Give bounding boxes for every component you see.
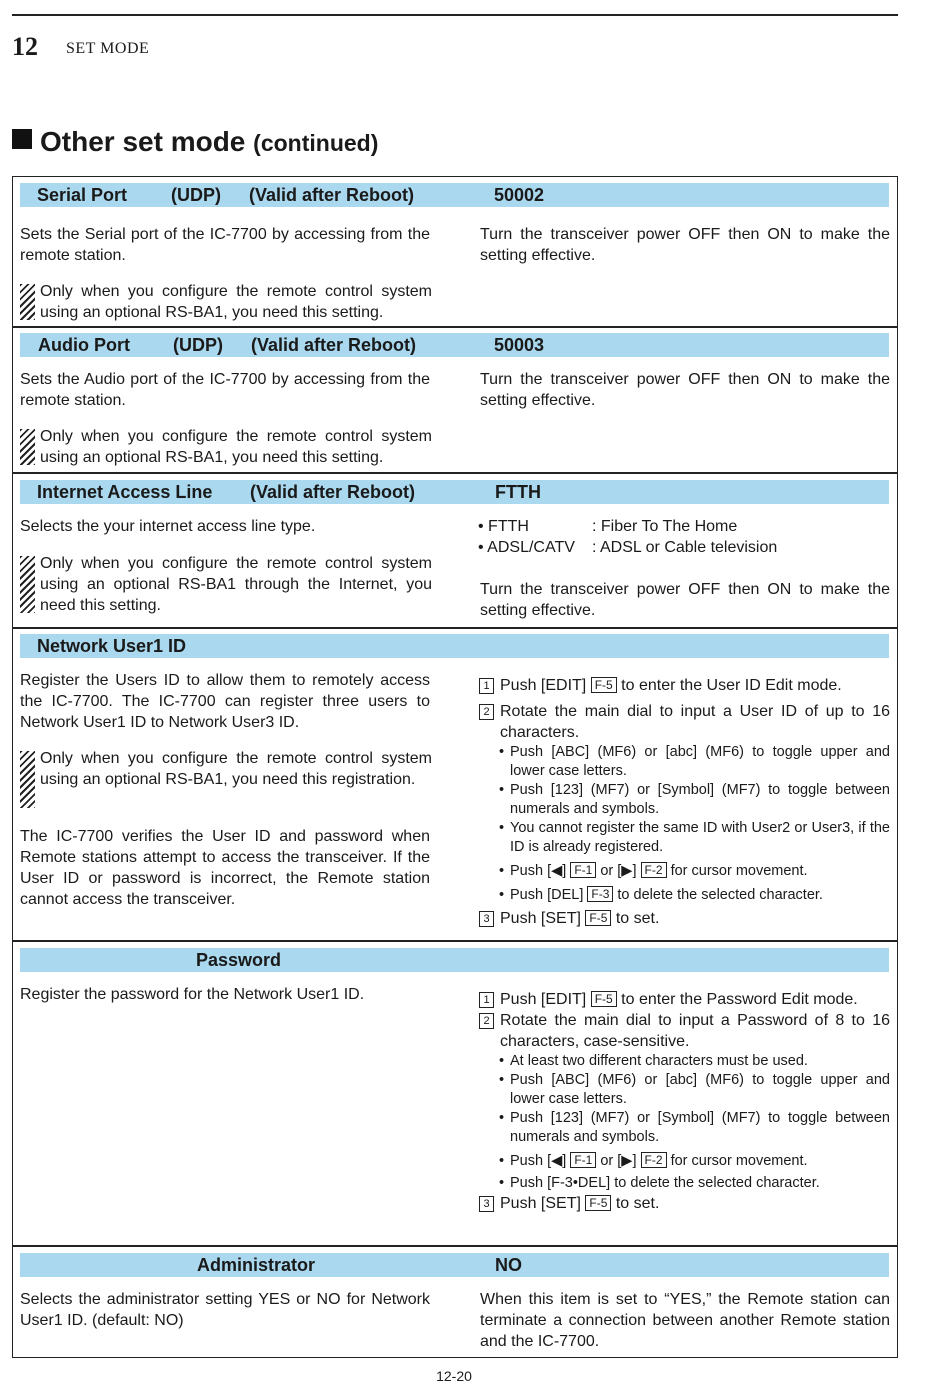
audio-port-value: 50003 xyxy=(494,335,545,355)
step-number: 2 xyxy=(479,1013,494,1029)
bullet-text: to delete the selected character. xyxy=(617,887,823,903)
step-2 xyxy=(478,1010,890,1052)
heading-title: Other set mode xyxy=(40,126,246,157)
audio-port-desc: Sets the Audio port of the IC-7700 by accessing from the remote station. xyxy=(20,371,430,409)
user-id-steps xyxy=(478,675,890,929)
password-label: Password xyxy=(196,950,282,970)
square-bullet-icon xyxy=(12,129,32,149)
serial-port-note-text: Only when you configure the remote control system using an optional RS-BA1, you need this setting. xyxy=(40,283,432,321)
administrator-info: When this item is set to “YES,” the Remote station can terminate a connection between another Remote station and the IC-7700. xyxy=(480,1291,890,1350)
audio-port-note-text: Only when you configure the remote control system using an optional RS-BA1, you need this setting. xyxy=(40,428,432,466)
bullet: • Push [123] (MF7) or [Symbol] (MF7) to toggle between numerals and symbols. xyxy=(478,781,890,819)
note-icon xyxy=(20,284,35,320)
serial-port-value: 50002 xyxy=(494,185,545,205)
bullet-text: for cursor movement. xyxy=(670,863,808,879)
option-adsl-desc: : ADSL or Cable television xyxy=(592,539,778,556)
internet-line-options xyxy=(478,516,898,558)
option-adsl-key: • ADSL/CATV xyxy=(478,539,575,556)
step-2 xyxy=(478,701,890,743)
step-3 xyxy=(478,908,890,929)
internet-line-note-text: Only when you configure the remote control system using an optional RS-BA1 through the Internet, you need this setting. xyxy=(40,555,432,614)
step-1 xyxy=(478,989,890,1010)
step-text: Push [SET] xyxy=(500,910,581,927)
audio-port-info: Turn the transceiver power OFF then ON to make the setting effective. xyxy=(480,371,890,409)
section-heading xyxy=(12,126,378,158)
bullet xyxy=(478,862,890,881)
step-number: 1 xyxy=(479,678,494,694)
page-number: 12 xyxy=(12,32,38,61)
heading-suffix: (continued) xyxy=(253,130,379,156)
step-text: Rotate the main dial to input a Password of 8 to 16 characters, case-sensitive. xyxy=(500,1012,890,1050)
internet-line-validity: (Valid after Reboot) xyxy=(250,482,416,502)
step-text: Push [EDIT] xyxy=(500,991,587,1008)
internet-line-note xyxy=(20,553,432,616)
step-number: 1 xyxy=(479,992,494,1008)
bullet-text: for cursor movement. xyxy=(670,1153,808,1169)
divider xyxy=(12,940,898,942)
step-text: to enter the User ID Edit mode. xyxy=(621,677,842,694)
bullet-text: or [▶] xyxy=(600,1153,637,1169)
audio-port-label: Audio Port xyxy=(38,335,130,355)
f5-key-icon: F-5 xyxy=(591,991,617,1007)
serial-port-proto: (UDP) xyxy=(171,185,221,205)
option-ftth xyxy=(478,516,898,537)
bullet-text: or [▶] xyxy=(600,863,637,879)
serial-port-info: Turn the transceiver power OFF then ON to make the setting effective. xyxy=(480,226,890,264)
top-rule xyxy=(12,14,898,16)
serial-port-label: Serial Port xyxy=(37,185,128,205)
password-steps xyxy=(478,989,890,1214)
divider xyxy=(12,1245,898,1247)
administrator-desc: Selects the administrator setting YES or NO for Network User1 ID. (default: NO) xyxy=(20,1291,430,1329)
note-icon xyxy=(20,556,35,613)
bullet: • Push [ABC] (MF6) or [abc] (MF6) to toggle upper and lower case letters. xyxy=(478,743,890,781)
bullet-text: Push [DEL] xyxy=(510,887,584,903)
bullet xyxy=(478,1152,890,1171)
page-footer: 12-20 xyxy=(436,1368,472,1384)
f1-key-icon: F-1 xyxy=(570,862,596,878)
user-id-desc: Register the Users ID to allow them to remotely access the IC-7700. The IC-7700 can register three users to Network User1 ID to Network User3 ID. xyxy=(20,672,430,731)
f2-key-icon: F-2 xyxy=(641,1152,667,1168)
step-text: Rotate the main dial to input a User ID of up to 16 characters. xyxy=(500,703,890,741)
step-1 xyxy=(478,675,890,696)
step-text: to set. xyxy=(615,1195,660,1212)
bullet-text: Push [◀] xyxy=(510,863,567,879)
internet-line-desc: Selects the your internet access line type. xyxy=(20,518,316,535)
f2-key-icon: F-2 xyxy=(641,862,667,878)
bullet-text: Push [◀] xyxy=(510,1153,567,1169)
audio-port-validity: (Valid after Reboot) xyxy=(251,335,417,355)
chapter-title: SET MODE xyxy=(66,40,150,57)
bullet: • Push [F-3•DEL] to delete the selected character. xyxy=(478,1174,890,1193)
f5-key-icon: F-5 xyxy=(585,1195,611,1211)
user-id-note xyxy=(20,748,432,790)
bullet: • At least two different characters must be used. xyxy=(478,1052,890,1071)
step-text: Push [EDIT] xyxy=(500,677,587,694)
f5-key-icon: F-5 xyxy=(591,677,617,693)
f3-key-icon: F-3 xyxy=(587,886,613,902)
step-number: 2 xyxy=(479,704,494,720)
internet-line-bar xyxy=(20,480,889,504)
internet-line-label: Internet Access Line xyxy=(37,482,213,502)
serial-port-validity: (Valid after Reboot) xyxy=(249,185,415,205)
divider xyxy=(12,472,898,474)
divider xyxy=(12,326,898,328)
audio-port-bar xyxy=(20,333,889,357)
bullet: • Push [123] (MF7) or [Symbol] (MF7) to toggle between numerals and symbols. xyxy=(478,1109,890,1147)
bullet xyxy=(478,886,890,905)
serial-port-note xyxy=(20,281,432,323)
administrator-bar xyxy=(20,1253,889,1277)
bullet: • Push [ABC] (MF6) or [abc] (MF6) to toggle upper and lower case letters. xyxy=(478,1071,890,1109)
step-number: 3 xyxy=(479,1196,494,1212)
password-bar xyxy=(20,948,889,972)
audio-port-proto: (UDP) xyxy=(173,335,223,355)
option-ftth-key: • FTTH xyxy=(478,518,529,535)
audio-port-note xyxy=(20,426,432,468)
internet-line-value: FTTH xyxy=(495,482,541,502)
serial-port-bar xyxy=(20,183,889,207)
password-desc: Register the password for the Network User1 ID. xyxy=(20,986,365,1003)
f5-key-icon: F-5 xyxy=(585,910,611,926)
user-id-label: Network User1 ID xyxy=(37,636,187,656)
administrator-label: Administrator xyxy=(197,1255,316,1275)
step-text: to enter the Password Edit mode. xyxy=(621,991,858,1008)
note-icon xyxy=(20,751,35,808)
step-number: 3 xyxy=(479,911,494,927)
option-adsl xyxy=(478,537,898,558)
user-id-bar xyxy=(20,634,889,658)
serial-port-desc: Sets the Serial port of the IC-7700 by accessing from the remote station. xyxy=(20,226,430,264)
f1-key-icon: F-1 xyxy=(570,1152,596,1168)
user-id-note-text: Only when you configure the remote control system using an optional RS-BA1, you need this registration. xyxy=(40,750,432,788)
step-text: Push [SET] xyxy=(500,1195,581,1212)
note-icon xyxy=(20,429,35,465)
internet-line-info: Turn the transceiver power OFF then ON to make the setting effective. xyxy=(480,581,890,619)
divider xyxy=(12,627,898,629)
bullet: • You cannot register the same ID with User2 or User3, if the ID is already registered. xyxy=(478,819,890,857)
user-id-desc2: The IC-7700 verifies the User ID and password when Remote stations attempt to access the transceiver. If the User ID or password is incorrect, the Remote station cannot access the transceiver. xyxy=(20,828,430,908)
administrator-value: NO xyxy=(495,1255,522,1275)
option-ftth-desc: : Fiber To The Home xyxy=(592,518,738,535)
step-text: to set. xyxy=(615,910,660,927)
step-3 xyxy=(478,1193,890,1214)
